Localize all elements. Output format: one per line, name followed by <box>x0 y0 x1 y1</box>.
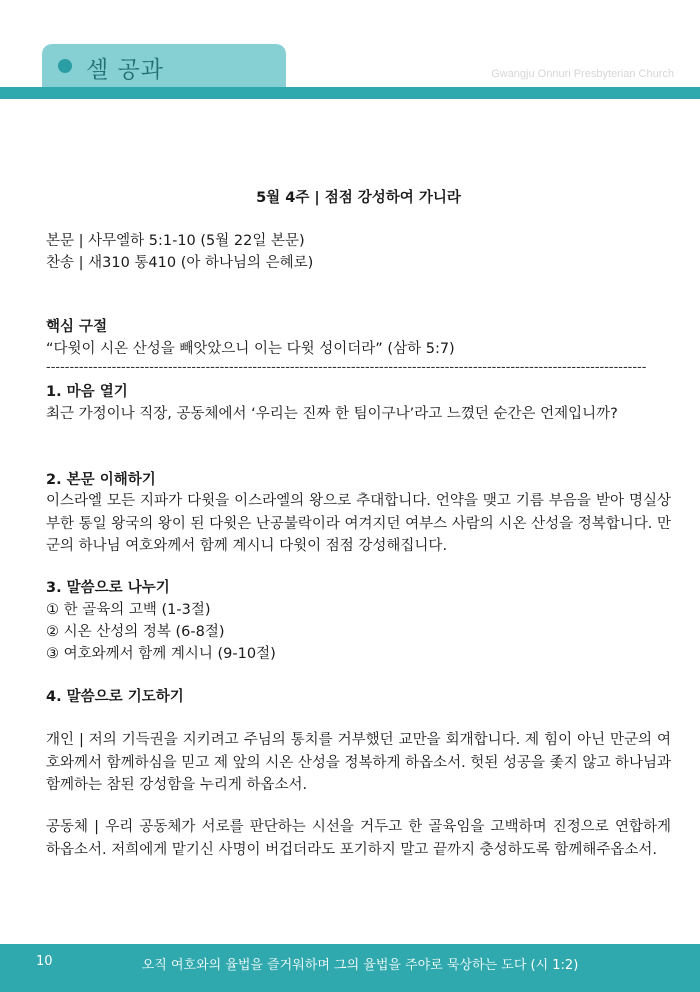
section-1-text: 최근 가정이나 직장, 공동체에서 ‘우리는 진짜 한 팀이구나’라고 느꼈던 순간은 언제입니까? <box>46 406 618 422</box>
hymn-line: 찬송 | 새310 통410 (아 하나님의 은혜로) <box>46 255 314 271</box>
page-number: 10 <box>36 954 53 969</box>
section-4-heading: 4. 말씀으로 기도하기 <box>46 689 184 705</box>
bullet-dot-icon <box>58 59 72 73</box>
footer-quote: 오직 여호와의 율법을 즐거워하며 그의 율법을 주야로 묵상하는 도다 (시 1:2) <box>141 958 579 973</box>
list-item: ① 한 골육의 고백 (1-3절) <box>46 602 211 618</box>
church-name: Gwangju Onnuri Presbyterian Church <box>491 68 674 80</box>
scripture-line: 본문 | 사무엘하 5:1-10 (5월 22일 본문) <box>46 233 305 249</box>
list-item: ② 시온 산성의 정복 (6-8절) <box>46 624 225 640</box>
section-3-heading: 3. 말씀으로 나누기 <box>46 580 170 596</box>
section-title: 셀 공과 <box>86 57 164 83</box>
key-verse: “다윗이 시온 산성을 빼앗았으니 이는 다윗 성이더라” (삼하 5:7) <box>46 341 455 357</box>
key-verse-heading: 핵심 구절 <box>46 319 108 335</box>
section-2-heading: 2. 본문 이해하기 <box>46 472 156 488</box>
section-2-text: 이스라엘 모든 지파가 다윗을 이스라엘의 왕으로 추대합니다. 언약을 맺고 기름 부음을 받아 명실상부한 통일 왕국의 왕이 된 다윗은 난공불락이라 여겨지던 여부스 사람의 시온 산성을 정복합니다. 만군의 하나님 여호와께서 함께 계시니 다윗이 점점 강성해집니다. <box>46 493 671 554</box>
prayer-personal: 개인 | 저의 기득권을 지키려고 주님의 통치를 거부했던 교만을 회개합니다. 제 힘이 아닌 만군의 여호와께서 함께하심을 믿고 제 앞의 시온 산성을 정복하게 하옵소서. 헛된 성공을 좇지 않고 하나님과 함께하는 참된 강성함을 누리게 하옵소서. <box>46 732 671 793</box>
header-bar <box>0 87 700 99</box>
prayer-community: 공동체 | 우리 공동체가 서로를 판단하는 시선을 거두고 한 골육임을 고백하며 진정으로 연합하게 하옵소서. 저희에게 맡기신 사명이 버겁더라도 포기하지 말고 끝까지 충성하도록 함께해주옵소서. <box>46 819 671 858</box>
header-tab <box>42 44 286 88</box>
divider: -------------------------------------------------------------------------------------------------------------------------------- <box>46 360 647 375</box>
list-item: ③ 여호와께서 함께 계시니 (9-10절) <box>46 646 276 662</box>
section-1-heading: 1. 마음 열기 <box>46 384 128 400</box>
lesson-title: 5월 4주 | 점점 강성하여 가니라 <box>256 190 461 206</box>
